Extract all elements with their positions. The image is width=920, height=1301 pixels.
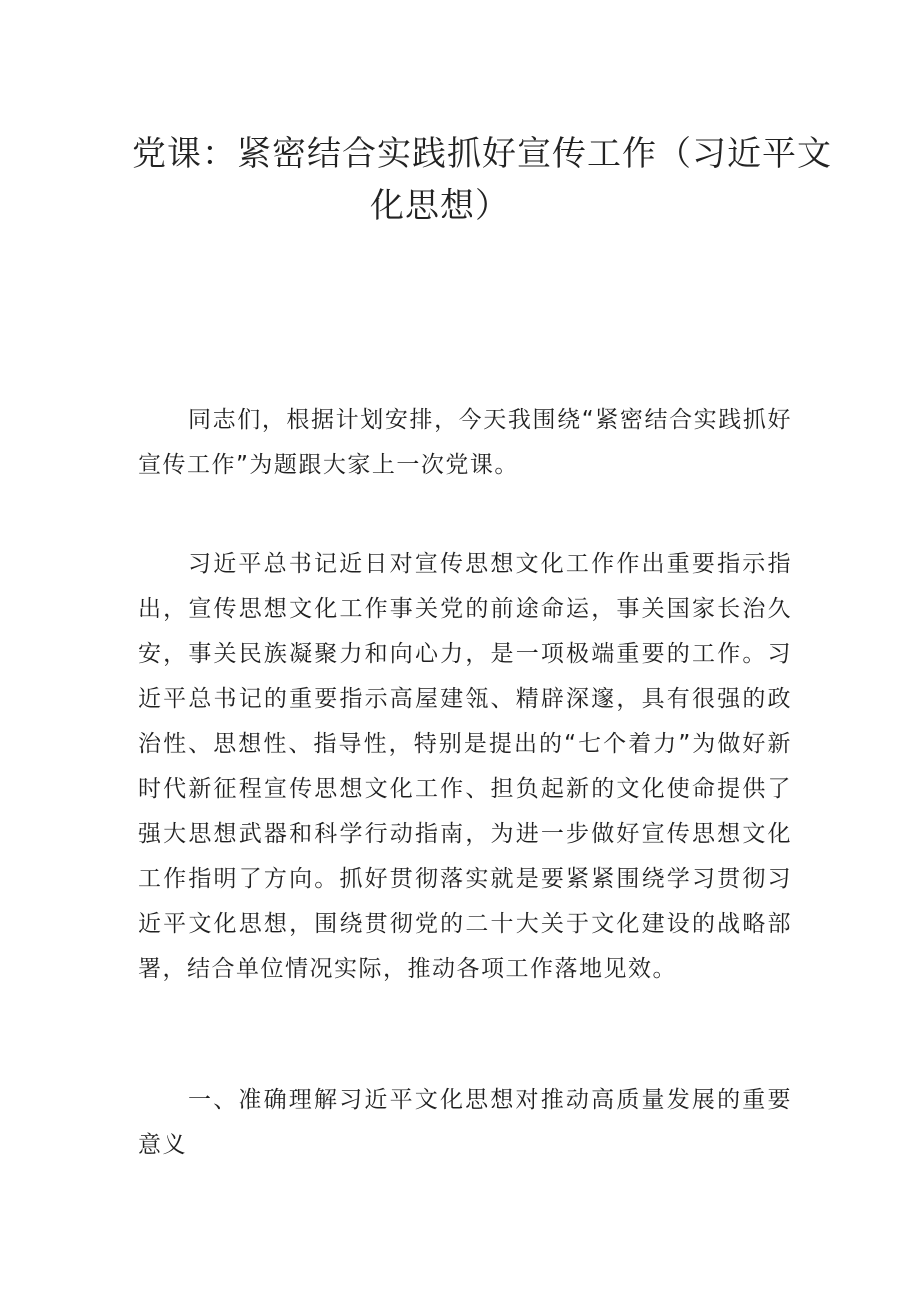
document-title: [132, 128, 832, 232]
title-line-1: 党课：紧密结合实践抓好宣传工作（习近平文: [132, 134, 832, 174]
paragraph-greeting: 同志们，根据计划安排，今天我围绕“紧密结合实践抓好宣传工作”为题跟大家上一次党课。: [138, 407, 792, 478]
paragraph-instruction: 习近平总书记近日对宣传思想文化工作作出重要指示指出，宣传思想文化工作事关党的前途命运，事关国家长治久安，事关民族凝聚力和向心力，是一项极端重要的工作。习近平总书记的重要指示高屋建瓴、精辟深邃，具有很强的政治性、思想性、指导性，特别是提出的“七个着力”为做好新时代新征程宣传思想文化工作、担负起新的文化使命提供了强大思想武器和科学行动指南，为进一步做好宣传思想文化工作指明了方向。抓好贯彻落实就是要紧紧围绕学习贯彻习近平文化思想，围绕贯彻党的二十大关于文化建设的战略部署，结合单位情况实际，推动各项工作落地见效。: [138, 551, 792, 982]
title-line-2: 化思想）: [370, 186, 510, 226]
section-heading-1: 一、准确理解习近平文化思想对推动高质量发展的重要意义: [138, 1087, 792, 1158]
